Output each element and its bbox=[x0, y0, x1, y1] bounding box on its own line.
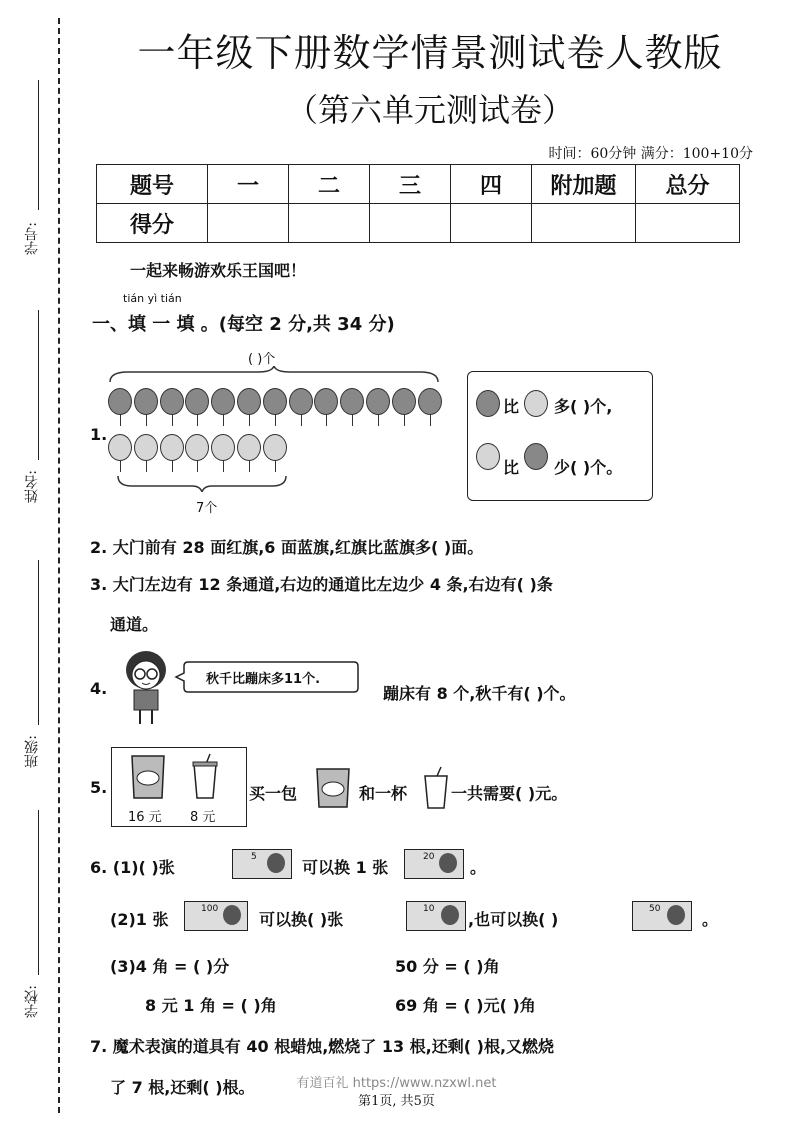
score-table bbox=[96, 164, 740, 243]
q1-compare-box bbox=[467, 371, 653, 501]
intro-text: 一起来畅游欢乐王国吧！ bbox=[130, 261, 307, 280]
balloon-string bbox=[275, 414, 276, 426]
banknote-10-icon: 10 bbox=[406, 901, 466, 931]
score-input-cell[interactable] bbox=[636, 204, 740, 243]
speech-bubble-text: 秋千比蹦床多11个. bbox=[206, 672, 321, 687]
score-cell: 总分 bbox=[636, 165, 740, 204]
student-id-line bbox=[38, 80, 39, 210]
name-line bbox=[38, 310, 39, 460]
balloon-string bbox=[326, 414, 327, 426]
score-cell: 二 bbox=[289, 165, 370, 204]
class-label: 班级: bbox=[24, 735, 40, 768]
score-cell: 三 bbox=[370, 165, 451, 204]
q5-number: 5. bbox=[90, 778, 108, 797]
girl-icon bbox=[118, 648, 174, 726]
banknote-50-icon: 50 bbox=[632, 901, 692, 931]
dark-balloon-icon bbox=[237, 388, 261, 415]
drink-cup-icon bbox=[190, 752, 220, 802]
time-info: 时间：60分钟 满分：100+10分 bbox=[548, 146, 753, 162]
dark-balloon-icon bbox=[366, 388, 390, 415]
q1-top-brace bbox=[108, 366, 440, 384]
q6-line2-part2: 可以换( )张 bbox=[259, 910, 344, 929]
q6-line3-part2: 50 分 = ( )角 bbox=[395, 957, 500, 976]
q6-line1-part1: 6. (1)( )张 bbox=[90, 858, 175, 877]
balloon-string bbox=[430, 414, 431, 426]
q6-line2-end: 。 bbox=[702, 910, 719, 929]
q3-text-line1: 3. 大门左边有 12 条通道,右边的通道比左边少 4 条,右边有( )条 bbox=[90, 575, 553, 594]
page-subtitle: （第六单元测试卷） bbox=[285, 91, 574, 129]
q6-line4-part1: 8 元 1 角 = ( )角 bbox=[145, 996, 277, 1015]
school-label: 学校: bbox=[24, 985, 40, 1018]
q1-compare2-text: 少( )个。 bbox=[554, 458, 623, 477]
banknote-100-icon: 100 bbox=[184, 901, 248, 931]
dark-balloon-icon bbox=[418, 388, 442, 415]
q1-compare1-text: 多( )个, bbox=[554, 397, 613, 416]
score-input-cell[interactable] bbox=[289, 204, 370, 243]
balloon-string bbox=[249, 460, 250, 472]
section1-pinyin: tián yì tián bbox=[123, 292, 182, 305]
balloon-string bbox=[249, 414, 250, 426]
page-title: 一年级下册数学情景测试卷人教版 bbox=[137, 31, 723, 75]
q1-number: 1. bbox=[90, 425, 108, 444]
page-number: 第1页, 共5页 bbox=[358, 1094, 435, 1109]
light-balloon-icon bbox=[237, 434, 261, 461]
dark-balloon-icon bbox=[289, 388, 313, 415]
score-cell: 得分 bbox=[97, 204, 208, 243]
dark-balloon-icon bbox=[160, 388, 184, 415]
q6-line2-part3: ,也可以换( ) bbox=[468, 910, 559, 929]
q5-text-part1: 买一包 bbox=[249, 784, 298, 803]
light-balloon-icon bbox=[134, 434, 158, 461]
score-table-header-row bbox=[97, 165, 740, 204]
binding-dashed-line bbox=[58, 18, 60, 1113]
q7-text-line2: 了 7 根,还剩( )根。 bbox=[110, 1078, 255, 1097]
drink-cup-icon bbox=[421, 766, 451, 812]
q6-line3-part1: (3)4 角 = ( )分 bbox=[110, 957, 230, 976]
balloon-string bbox=[146, 460, 147, 472]
dark-balloon-icon bbox=[134, 388, 158, 415]
student-id-label: 学号: bbox=[24, 222, 40, 255]
balloon-string bbox=[301, 414, 302, 426]
chips-bag-icon bbox=[313, 765, 353, 811]
score-cell: 题号 bbox=[97, 165, 208, 204]
score-input-cell[interactable] bbox=[370, 204, 451, 243]
light-balloon-icon bbox=[476, 443, 500, 470]
balloon-string bbox=[223, 460, 224, 472]
score-input-cell[interactable] bbox=[451, 204, 532, 243]
school-line bbox=[38, 810, 39, 975]
dark-balloon-icon bbox=[314, 388, 338, 415]
banknote-5-icon: 5 bbox=[232, 849, 292, 879]
light-balloon-icon bbox=[185, 434, 209, 461]
q4-number: 4. bbox=[90, 679, 108, 698]
score-cell: 一 bbox=[208, 165, 289, 204]
balloon-string bbox=[172, 414, 173, 426]
q1-bottom-brace bbox=[116, 476, 288, 492]
dark-balloon-row bbox=[108, 388, 448, 428]
dark-balloon-icon bbox=[263, 388, 287, 415]
balloon-string bbox=[223, 414, 224, 426]
q6-line1-end: 。 bbox=[470, 858, 487, 877]
chips-price: 16 元 bbox=[128, 810, 162, 825]
q6-line4-part2: 69 角 = ( )元( )角 bbox=[395, 996, 536, 1015]
balloon-string bbox=[352, 414, 353, 426]
light-balloon-icon bbox=[160, 434, 184, 461]
light-balloon-icon bbox=[263, 434, 287, 461]
balloon-string bbox=[197, 460, 198, 472]
banknote-20-icon: 20 bbox=[404, 849, 464, 879]
name-label: 姓名: bbox=[24, 470, 40, 503]
dark-balloon-icon bbox=[392, 388, 416, 415]
light-balloon-row bbox=[108, 434, 308, 474]
light-balloon-icon bbox=[211, 434, 235, 461]
q5-text-part3: 一共需要( )元。 bbox=[451, 784, 568, 803]
chips-bag-icon bbox=[128, 752, 168, 802]
score-input-cell[interactable] bbox=[532, 204, 636, 243]
score-cell: 附加题 bbox=[532, 165, 636, 204]
score-input-cell[interactable] bbox=[208, 204, 289, 243]
balloon-string bbox=[146, 414, 147, 426]
section1-title: 一、填 一 填 。(每空 2 分,共 34 分) bbox=[92, 314, 395, 335]
dark-balloon-icon bbox=[211, 388, 235, 415]
q2-text: 2. 大门前有 28 面红旗,6 面蓝旗,红旗比蓝旗多( )面。 bbox=[90, 538, 484, 557]
q6-line2-part1: (2)1 张 bbox=[110, 910, 169, 929]
dark-balloon-icon bbox=[108, 388, 132, 415]
q6-line1-part2: 可以换 1 张 bbox=[302, 858, 389, 877]
q1-bottom-label: 7个 bbox=[196, 501, 218, 516]
q3-text-line2: 通道。 bbox=[110, 615, 159, 634]
score-table-score-row bbox=[97, 204, 740, 243]
drink-price: 8 元 bbox=[190, 810, 216, 825]
balloon-string bbox=[120, 414, 121, 426]
dark-balloon-icon bbox=[185, 388, 209, 415]
light-balloon-icon bbox=[108, 434, 132, 461]
balloon-string bbox=[172, 460, 173, 472]
class-line bbox=[38, 560, 39, 725]
q1-top-label: ( )个 bbox=[248, 352, 276, 367]
compare-word: 比 bbox=[503, 397, 520, 416]
balloon-string bbox=[404, 414, 405, 426]
balloon-string bbox=[378, 414, 379, 426]
dark-balloon-icon bbox=[340, 388, 364, 415]
q7-text-line1: 7. 魔术表演的道具有 40 根蜡烛,燃烧了 13 根,还剩( )根,又燃烧 bbox=[90, 1037, 555, 1056]
q5-text-part2: 和一杯 bbox=[359, 784, 408, 803]
balloon-string bbox=[120, 460, 121, 472]
light-balloon-icon bbox=[524, 390, 548, 417]
dark-balloon-icon bbox=[476, 390, 500, 417]
compare-word: 比 bbox=[503, 458, 520, 477]
dark-balloon-icon bbox=[524, 443, 548, 470]
score-cell: 四 bbox=[451, 165, 532, 204]
watermark: 有道百礼 https://www.nzxwl.net bbox=[296, 1076, 497, 1091]
balloon-string bbox=[275, 460, 276, 472]
q4-text: 蹦床有 8 个,秋千有( )个。 bbox=[383, 684, 576, 703]
balloon-string bbox=[197, 414, 198, 426]
